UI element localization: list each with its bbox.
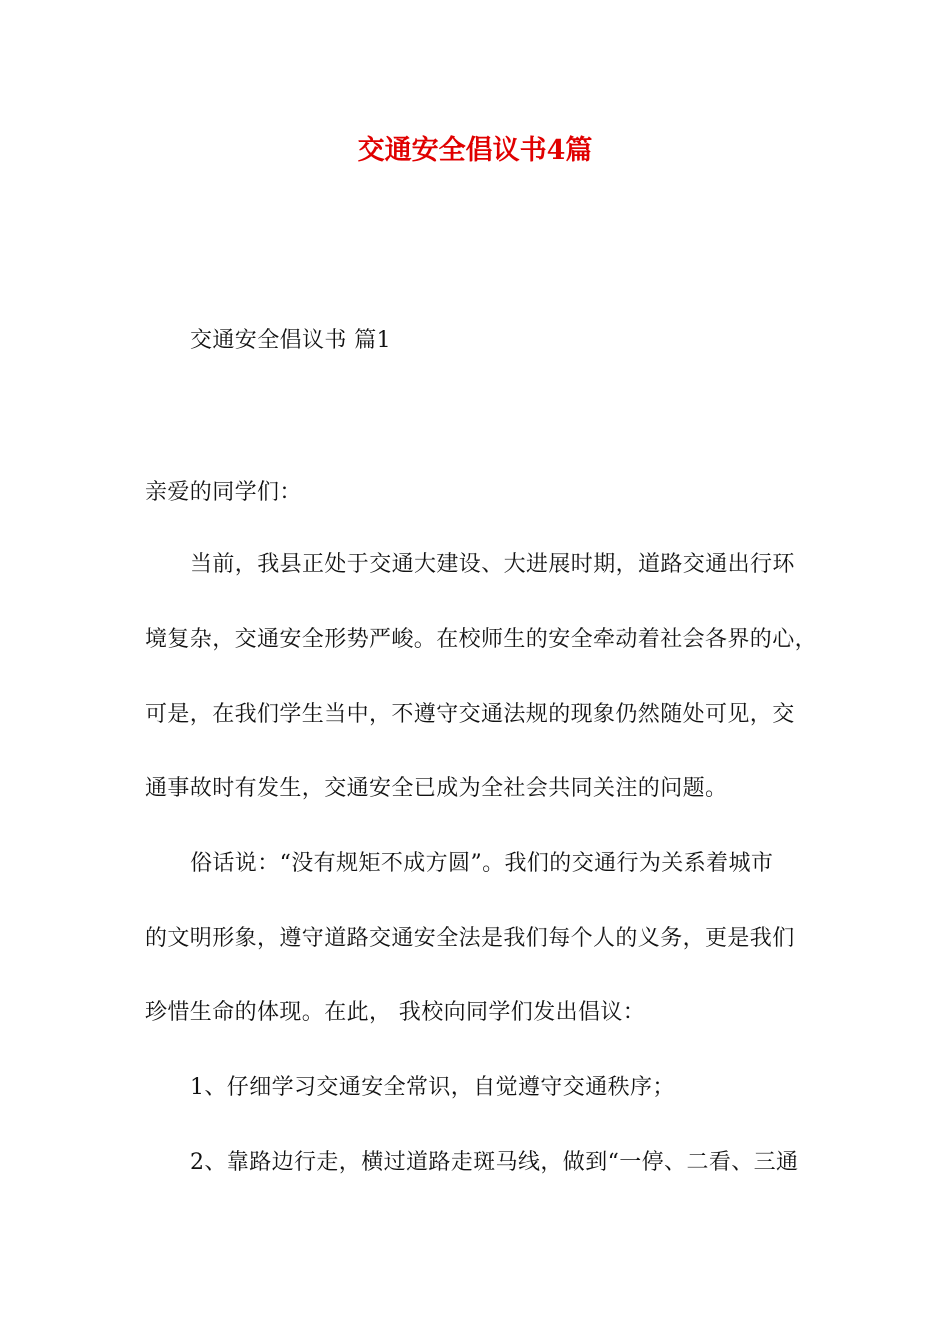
paragraph-line: 通事故时有发生，交通安全已成为全社会共同关注的问题。 — [145, 776, 728, 801]
paragraph-line: 境复杂，交通安全形势严峻。在校师生的安全牵动着社会各界的心， — [145, 627, 818, 652]
paragraph-line: 珍惜生命的体现。在此， 我校向同学们发出倡议： — [145, 1000, 646, 1025]
list-item: 2、靠路边行走，横过道路走斑马线，做到“一停、二看、三通 — [190, 1150, 799, 1175]
paragraph-line: 的文明形象，遵守道路交通安全法是我们每个人的义务，更是我们 — [145, 926, 795, 951]
paragraph-line: 当前，我县正处于交通大建设、大进展时期，道路交通出行环 — [190, 552, 795, 577]
salutation-line: 亲爱的同学们： — [145, 480, 302, 505]
paragraph-line: 可是，在我们学生当中，不遵守交通法规的现象仍然随处可见，交 — [145, 702, 795, 727]
list-item: 1、仔细学习交通安全常识，自觉遵守交通秩序； — [190, 1075, 675, 1100]
section-heading: 交通安全倡议书 篇1 — [190, 328, 391, 353]
document-title: 交通安全倡议书4篇 — [357, 135, 593, 166]
paragraph-line: 俗话说：“没有规矩不成方圆”。我们的交通行为关系着城市 — [190, 851, 774, 876]
